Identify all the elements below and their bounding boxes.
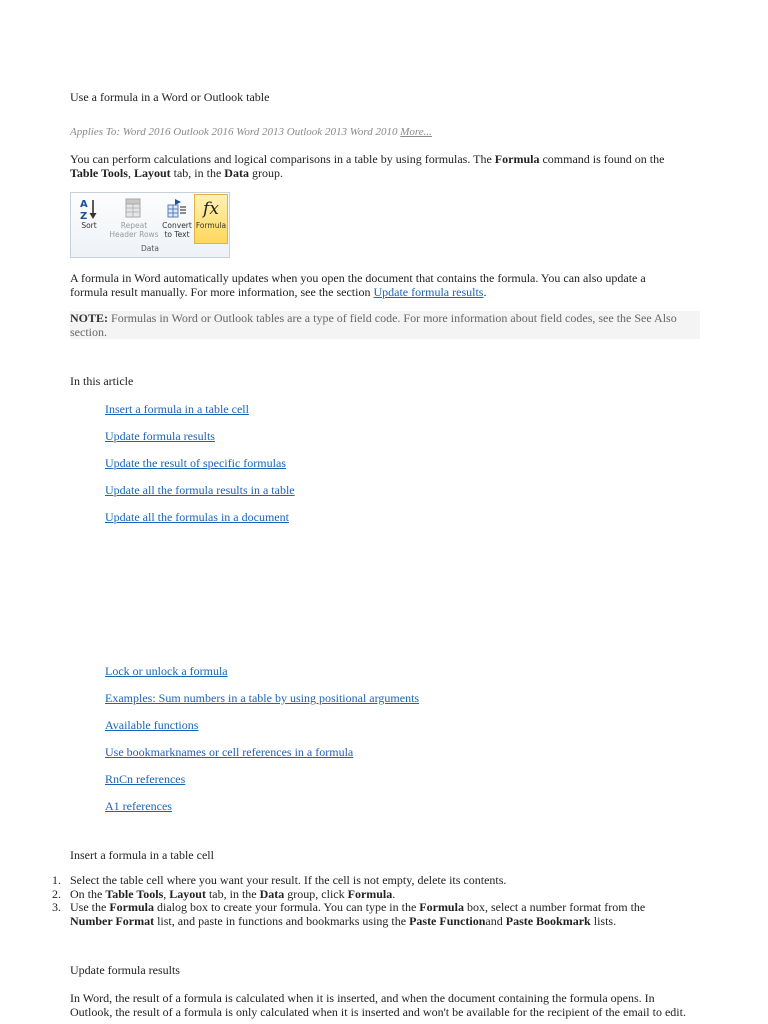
in-this-article-heading: In this article [70,374,134,388]
list-item: 3. Use the Formula dialog box to create your formula. You can type in the Formula box, select a number format from the Number Format list, and paste in functions and bookmarks using the Paste Functionand Paste Bookmark lists. [52,900,646,928]
step-text: dialog box to create your formula. You can type in the [154,900,420,914]
convert-to-text-icon [166,197,188,221]
insert-formula-heading: Insert a formula in a table cell [70,848,214,862]
svg-text:A: A [80,199,88,210]
intro-text: tab, in the [170,166,225,180]
note-text: Formulas in Word or Outlook tables are a type of field code. For more information about field codes, see the See Also section. [70,311,677,339]
update-formula-results-link[interactable]: Update formula results [373,285,484,299]
toc-link-update-all-document[interactable]: Update all the formulas in a document [105,510,289,524]
repeat-label-1: Repeat [120,221,148,230]
ribbon-data-group [70,192,230,258]
step-text: On the [70,886,106,901]
page-title: Use a formula in a Word or Outlook table [70,90,270,104]
step-text: tab, in the [205,886,260,901]
update-formula-results-heading: Update formula results [70,963,180,977]
toc-link-available-functions[interactable]: Available functions [105,718,199,732]
convert-label-1: Convert [162,221,192,230]
intro-bold: Data [224,166,249,180]
step-bold: Formula [419,900,464,914]
repeat-header-rows-button[interactable] [107,195,161,243]
step-bold: Data [259,886,285,901]
formula-button[interactable] [194,194,228,244]
intro-bold: Table Tools [70,166,128,180]
step-text: Use the [70,900,110,914]
toc-link-lock-unlock[interactable]: Lock or unlock a formula [105,664,228,678]
step-bold: Paste Bookmark [505,913,591,928]
toc-link-examples-sum[interactable]: Examples: Sum numbers in a table by using positional arguments [105,691,420,705]
intro-bold: Layout [133,166,171,180]
svg-text:Z: Z [80,211,88,221]
toc-link-update-specific[interactable]: Update the result of specific formulas [105,456,286,470]
intro-text: group. [248,166,283,180]
step-bold: Formula [347,886,393,901]
sort-label: Sort [81,221,97,230]
step-text: Select the table cell where you want your result. If the cell is not empty, delete its contents. [70,873,507,887]
auto-update-end: . [483,285,487,299]
toc-link-update-results[interactable]: Update formula results [105,429,215,443]
list-item: 1. Select the table cell where you want your result. If the cell is not empty, delete its contents. [52,873,507,887]
formula-label: Formula [195,221,227,230]
intro-paragraph [70,152,682,180]
steps-list [52,873,690,928]
step-bold: Layout [169,886,206,901]
step-bold: Paste Function [409,913,486,928]
convert-to-text-button[interactable] [161,195,193,243]
toc-link-rncn[interactable]: RnCn references [105,772,186,786]
convert-label-2: to Text [164,230,190,239]
intro-bold: Formula [494,152,540,166]
more-link[interactable]: More... [400,126,432,138]
update-results-paragraph: In Word, the result of a formula is calculated when it is inserted, and when the document containing the formula opens. In Outlook, the result of a formula is only calculated when it is inserted and won't be available for the recipient of the email to edit. [70,991,686,1019]
applies-to-text: Applies To: Word 2016 Outlook 2016 Word 2013 Outlook 2013 Word 2010 [70,126,401,138]
auto-update-text: A formula in Word automatically updates when you open the document that contains the formula. You can also update a formula result manually. For more information, see the section [70,271,646,299]
intro-text: command is found on the [539,152,665,166]
ribbon-group-label: Data [141,244,159,253]
step-bold: Formula [109,900,154,914]
toc-link-insert-formula[interactable]: Insert a formula in a table cell [105,402,249,416]
toc-link-bookmarknames[interactable]: Use bookmarknames or cell references in a formula [105,745,354,759]
toc-link-a1[interactable]: A1 references [105,799,172,813]
step-text: and [485,913,506,928]
repeat-label-2: Header Rows [109,230,159,239]
step-text: . [392,886,396,901]
step-bold: Table Tools [105,886,164,901]
step-bold: Number Format [70,913,155,928]
step-text: lists. [590,913,617,928]
sort-button[interactable] [74,195,104,243]
sort-icon [78,197,100,221]
intro-text: , [127,166,134,180]
repeat-header-rows-icon [123,197,145,221]
note-label: NOTE: [70,311,109,325]
intro-text: You can perform calculations and logical comparisons in a table by using formulas. The [70,152,495,166]
step-text: , [163,886,170,901]
step-text: group, click [284,886,348,901]
step-text: box, select a number format from the [463,900,646,914]
applies-to [70,125,432,139]
list-item: 2. On the Table Tools, Layout tab, in the Data group, click Formula. [52,886,396,901]
step-text: list, and paste in functions and bookmarks using the [154,913,410,928]
note-box [70,311,700,339]
toc-link-update-all-table[interactable]: Update all the formula results in a table [105,483,295,497]
formula-fx-icon: fx [203,199,219,219]
auto-update-paragraph [70,271,682,299]
